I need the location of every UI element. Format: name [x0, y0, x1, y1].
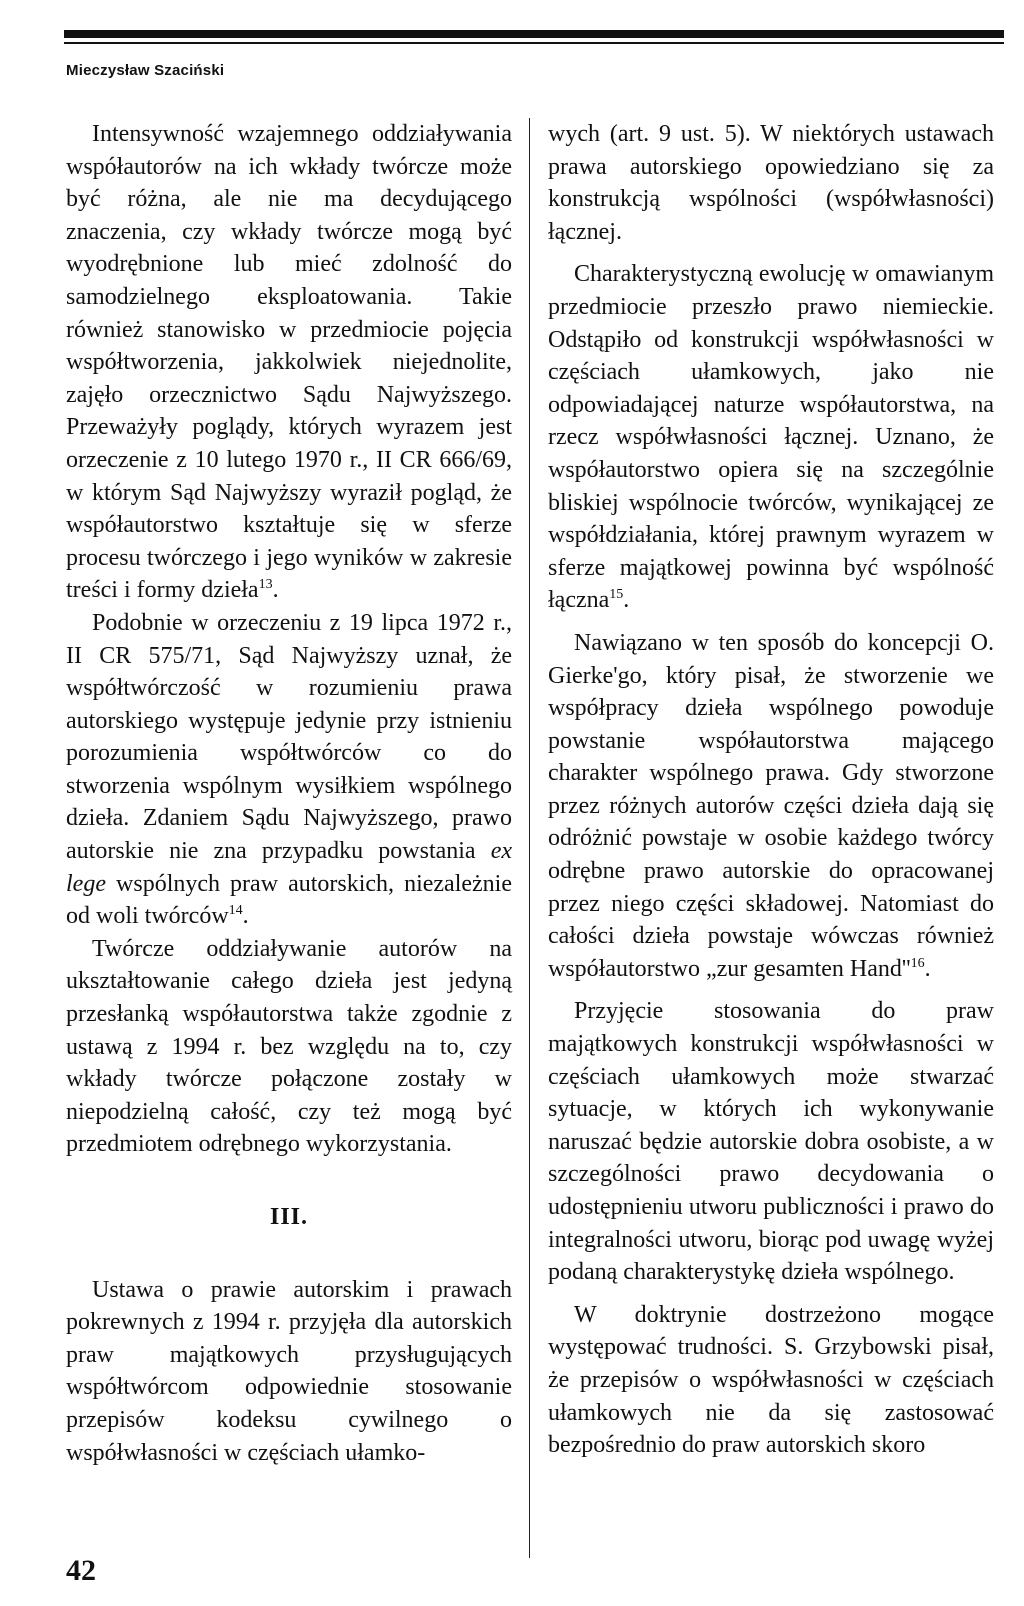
section-heading: III. — [269, 1204, 309, 1230]
footnote-ref-13: 13 — [258, 577, 273, 593]
right-column — [548, 118, 994, 1462]
paragraph: Ustawa o prawie autorskim i prawach pokrewnych z 1994 r. przyjęła dla autorskich praw majątkowych przysługujących współtwórcom odpowiednie stosowanie przepisów kodeksu cywilnego o współwłasności w częściach ułamko- — [66, 1276, 512, 1466]
paragraph: W doktrynie dostrzeżono mogące występować trudności. S. Grzybowski pisał, że przepisów o współwłasności w częściach ułamkowych nie da się zastosować bezpośrednio do praw autorskich skoro — [548, 1301, 994, 1459]
paragraph: Przyjęcie stosowania do praw majątkowych konstrukcji współwłasności w częściach ułamkowych może stwarzać sytuacje, w których ich wykonywanie naruszać będzie autorskie dobra osobiste, a w szczególności prawo decydowania o udostępnieniu utworu publiczności i prawo do integralności utworu, biorąc pod uwagę wyżej podaną charakterystykę dzieła wspólnego. — [548, 998, 994, 1286]
italic-term: ex lege — [66, 838, 512, 897]
paragraph: Charakterystyczną ewolucję w omawianym przedmiocie przeszło prawo niemieckie. Odstąpiło od konstrukcji współwłasności w częściach ułamkowych, jako nie odpowiadającej naturze współautorstwa, na rzecz współwłasności łącznej. Uznano, że współautorstwo opiera się na szczególnie bliskiej wspólnocie twórców, wynikającej ze współdziałania, której prawnym wyrazem w sferze majątkowej powinna być wspólność łączna$^{15}$. — [548, 261, 994, 614]
footnote-ref-14: 14 — [228, 903, 243, 919]
footnote-ref-16: 16 — [910, 955, 925, 971]
header-rule-thick — [64, 30, 1004, 38]
paragraph: Podobnie w orzeczeniu z 19 lipca 1972 r., II CR 575/71, Sąd Najwyższy uznał, że współtwórczość w rozumieniu prawa autorskiego występuje jedynie przy istnieniu porozumienia współtwórców co do stworzenia wspólnym wysiłkiem wspólnego dzieła. Zdaniem Sądu Najwyższego, prawo autorskie nie zna przypadku powstania ex lege wspólnych praw autorskich, niezależnie od woli twórców$^{14}$. — [66, 609, 512, 930]
paragraph-continued: wych (art. 9 ust. 5). W niektórych ustawach prawa autorskiego opowiedziano się za konstrukcją wspólności (współwłasności) łącznej. — [548, 121, 994, 245]
paragraph: Twórcze oddziaływanie autorów na ukształtowanie całego dzieła jest jedyną przesłanką współautorstwa także zgodnie z ustawą z 1994 r. bez względu na to, czy wkłady twórcze połączone zostały w niepodzielną całość, czy też mogą być przedmiotem odrębnego wykorzystania. — [66, 935, 512, 1158]
header-rule-thin — [64, 42, 1004, 44]
running-head-author: Mieczysław Szaciński — [66, 62, 225, 79]
column-divider — [529, 118, 530, 1558]
paragraph: Nawiązano w ten sposób do koncepcji O. Gierke'go, który pisał, że stworzenie we współpracy dzieła wspólnego powoduje powstanie współautorstwa mającego charakter wspólnego prawa. Gdy stworzone przez różnych autorów części dzieła dają się odróżnić powstaje w osobie każdego twórcy odrębne prawo autorskie do opracowanej przez niego części składowej. Natomiast do całości dzieła powstaje wówczas również współautorstwo „zur gesamten $Hand''^{16}$. — [548, 629, 994, 982]
left-column — [66, 118, 512, 1469]
footnote-ref-15: 15 — [609, 587, 624, 603]
page-number: 42 — [66, 1554, 96, 1587]
paragraph: Intensywność wzajemnego oddziaływania współautorów na ich wkłady twórcze może być różna, ale nie ma decydującego znaczenia, czy wkłady twórcze mogą być wyodrębnione lub mieć zdolność do samodzielnego eksploatowania. Takie również stanowisko w przedmiocie pojęcia współtworzenia, jakkolwiek niejednolite, zajęło orzecznictwo Sądu Najwyższego. Przeważyły poglądy, których wyrazem jest orzeczenie z 10 lutego 1970 r., II CR 666/69, w którym Sąd Najwyższy wyraził pogląd, że współautorstwo kształtuje się w sferze procesu twórczego i jego wyników w zakresie treści i formy dzieła$^{13}$. — [66, 121, 512, 604]
